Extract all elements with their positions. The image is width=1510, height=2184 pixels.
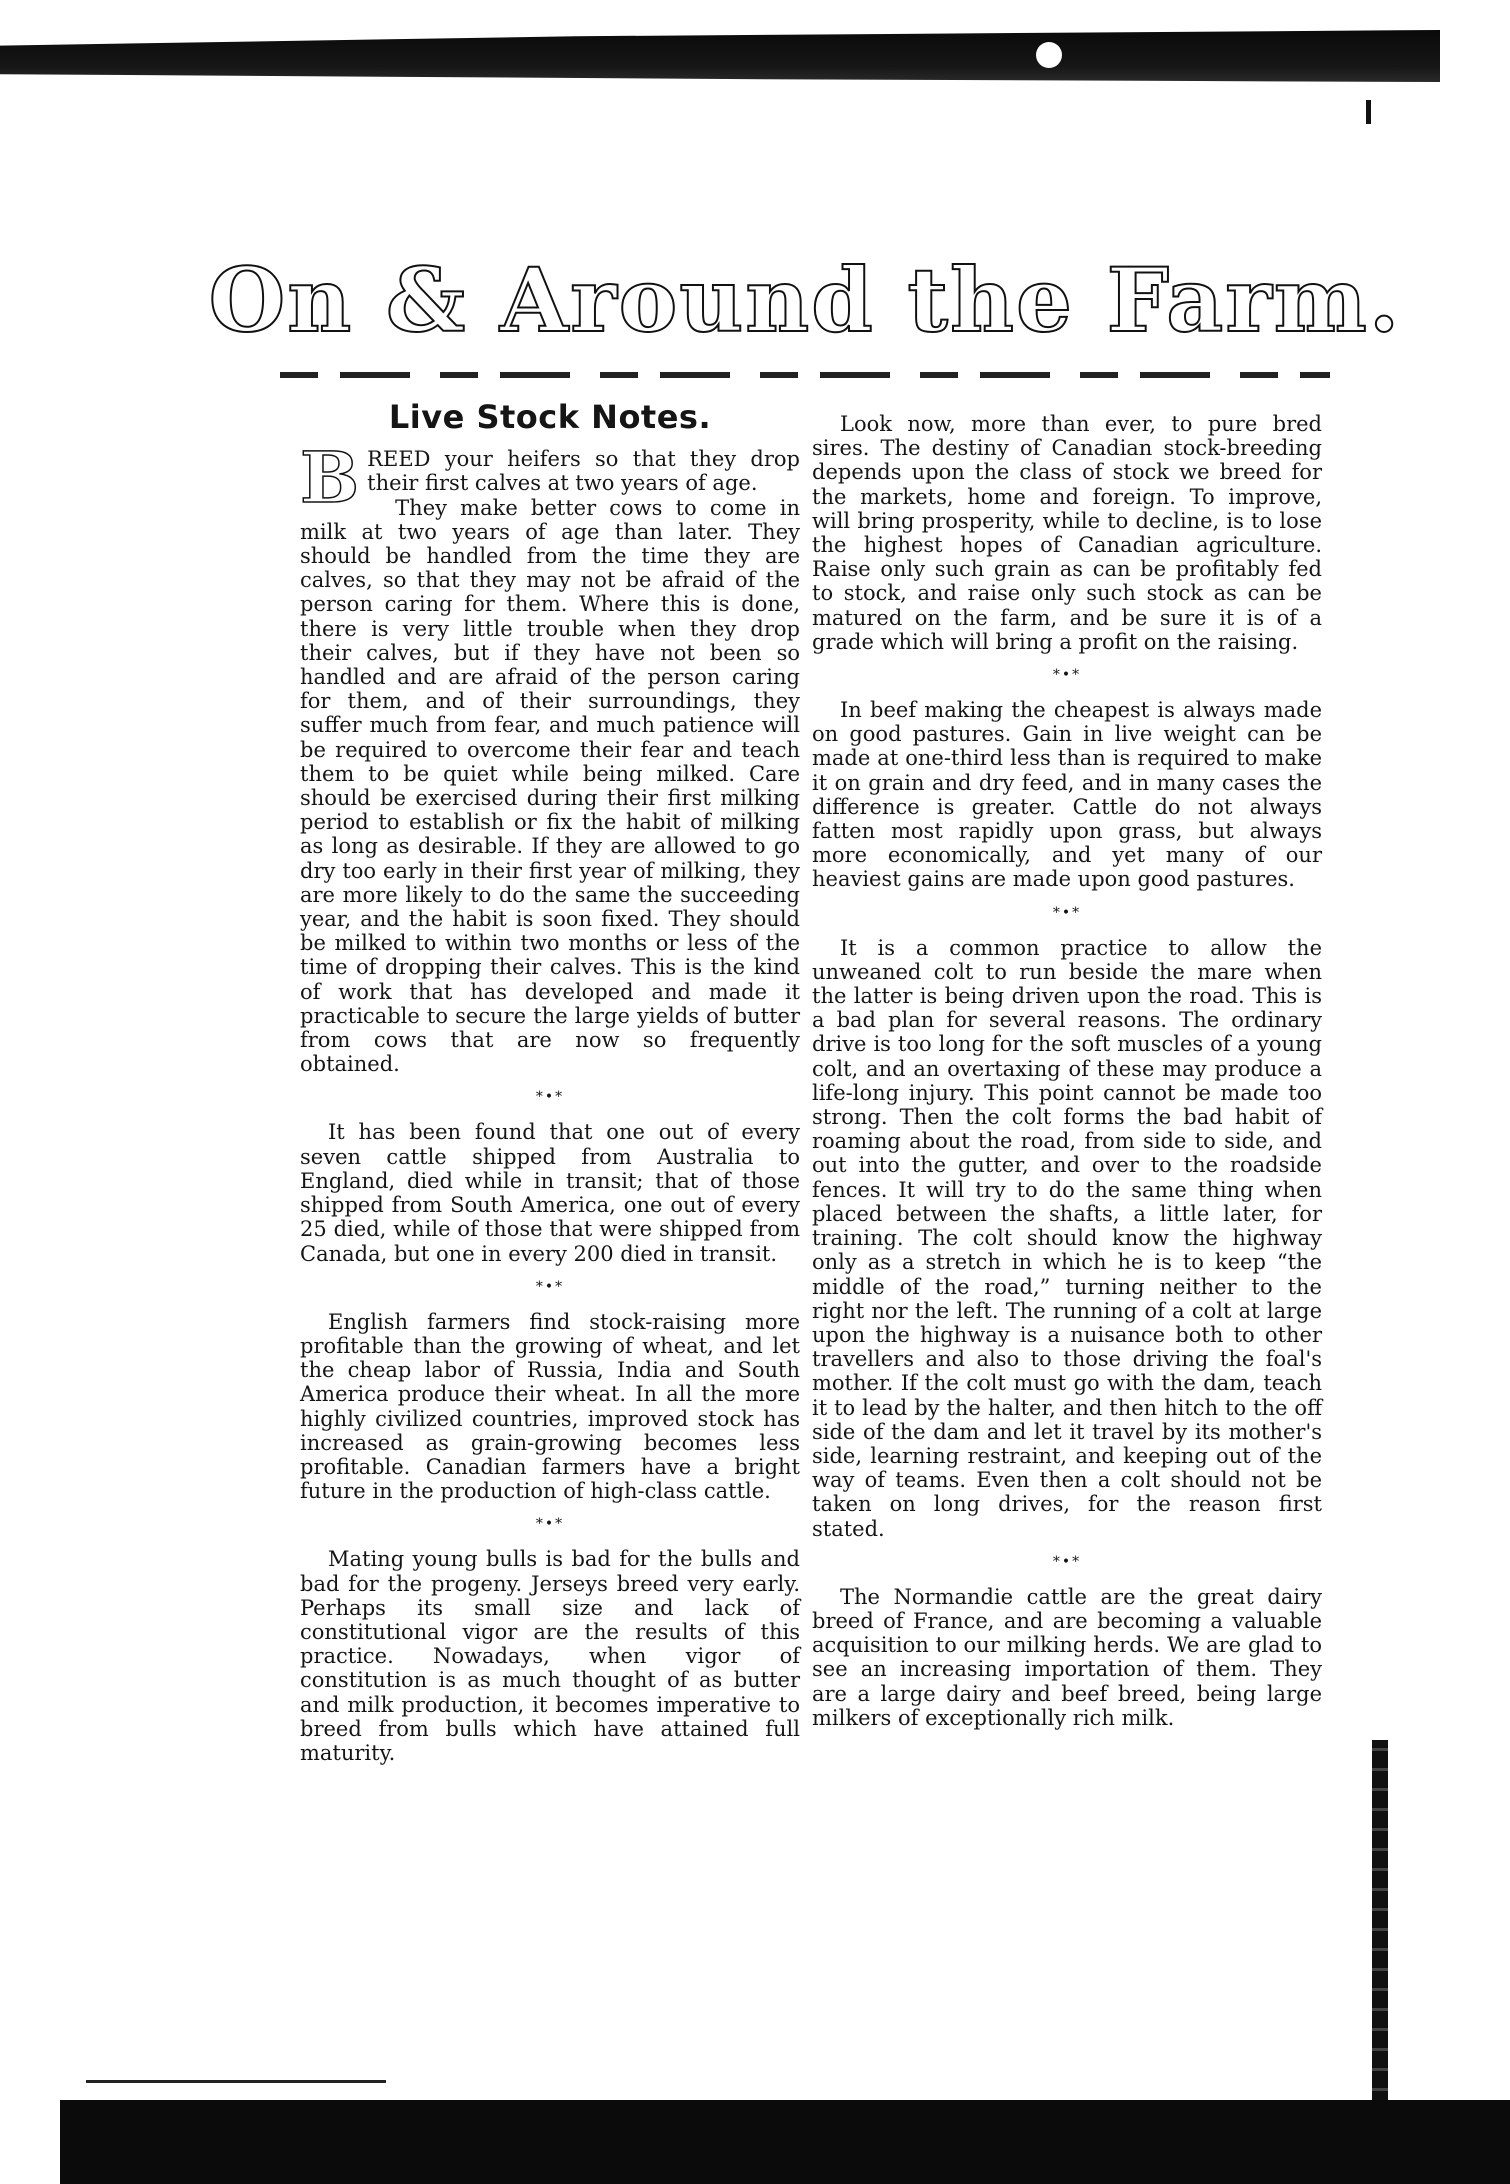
paragraph: Look now, more than ever, to pure bred sires. The destiny of Canadian stock-breeding depends upon the class of stock we breed for the markets, home and foreign. To improve, will bring prosperity, while to decline, is to lose the highest hopes of Canadian agriculture. Raise only such grain as can be profitably fed to stock, and raise only such stock as can be matured on the farm, and be sure it is of a grade which will bring a profit on the raising. [812, 412, 1322, 654]
paragraph: It has been found that one out of every seven cattle shipped from Australia to England, died while in transit; that of those shipped from South America, one out of every 25 died, while of those that were shipped from Canada, but one in every 200 died in transit. [300, 1120, 800, 1266]
scan-right-edge [1372, 1740, 1388, 2100]
section-title: Live Stock Notes. [388, 398, 712, 436]
right-column [812, 412, 1322, 1730]
paragraph: It is a common practice to allow the unweaned colt to run beside the mare when the latter is being driven upon the road. This is a bad plan for several reasons. The ordinary drive is too long for the soft muscles of a young colt, and an overtaxing of these may produce a life-long injury. This point cannot be made too strong. Then the colt forms the bad habit of roaming about the road, from side to side, and out into the gutter, and over to the roadside fences. It will try to do the same thing when placed between the shafts, a little later, for training. The colt should know the highway only as a stretch in which he is to keep “the middle of the road,” turning neither to the right nor the left. The running of a colt at large upon the highway is a nuisance both to other travellers and also to those driving the foal's mother. If the colt must go with the dam, teach it to lead by the halter, and then hitch to the off side of the dam and let it travel by its mother's side, learning restraint, and keeping out of the way of teams. Even then a colt should not be taken on long drives, for the reason first stated. [812, 935, 1322, 1541]
paragraph: The Normandie cattle are the great dairy breed of France, and are becoming a valuable acquisition to our milking herds. We are glad to see an increasing importation of them. They are a large dairy and beef breed, being large milkers of exceptionally rich milk. [812, 1584, 1322, 1730]
paragraph: Mating young bulls is bad for the bulls and bad for the progeny. Jerseys breed very early. Perhaps its small size and lack of constitutional vigor are the results of this practice. Nowadays, when vigor of constitution is as much thought of as butter and milk production, it becomes imperative to breed from bulls which have attained full maturity. [300, 1547, 800, 1765]
scan-bottom-line [86, 2080, 386, 2083]
masthead-title: On & Around the Farm. [208, 248, 1402, 352]
section-separator: *•* [535, 1516, 565, 1533]
masthead-rule [280, 372, 1330, 378]
paragraph: In beef making the cheapest is always made on good pastures. Gain in live weight can be made at one-third less than is required to make it on grain and dry feed, and in many cases the difference is greater. Cattle do not always fatten most rapidly upon grass, but always more economically, and yet many of our heaviest gains are made upon good pastures. [812, 698, 1322, 892]
section-separator: *•* [1052, 1553, 1082, 1570]
paragraph-text: REED your heifers so that they drop their first calves at two years of age. [367, 447, 800, 496]
scan-tick [1366, 100, 1371, 124]
paragraph [300, 436, 800, 520]
masthead [208, 240, 1402, 360]
scan-bottom-border [60, 2100, 1510, 2184]
drop-cap: B [300, 436, 360, 520]
left-column [300, 398, 800, 1765]
section-separator: *•* [1052, 667, 1082, 684]
section-separator: *•* [535, 1089, 565, 1106]
section-separator: *•* [535, 1278, 565, 1295]
paragraph: They make better cows to come in milk at two years of age than later. They should be handled from the time they are calves, so that they may not be afraid of the person caring for them. Where this is done, there is very little trouble when they drop their calves, but if they have not been so handled and are afraid of the person caring for them, and of their surroundings, they suffer much from fear, and much patience will be required to overcome their fear and teach them to be quiet while being milked. Care should be exercised during their first milking period to establish or fix the habit of milking as long as desirable. If they are allowed to go dry too early in their first year of milking, they are more likely to do the same the succeeding year, and the habit is soon fixed. They should be milked to within two months or less of the time of dropping their calves. This is the kind of work that has developed and made it practicable to secure the large yields of butter from cows that are now so frequently obtained. [300, 495, 800, 1077]
paragraph: English farmers find stock-raising more profitable than the growing of wheat, and let the cheap labor of Russia, India and South America produce their wheat. In all the more highly civilized countries, improved stock has increased as grain-growing becomes less profitable. Canadian farmers have a bright future in the production of high-class cattle. [300, 1309, 800, 1504]
section-separator: *•* [1052, 904, 1082, 921]
scan-speck [1036, 42, 1062, 68]
